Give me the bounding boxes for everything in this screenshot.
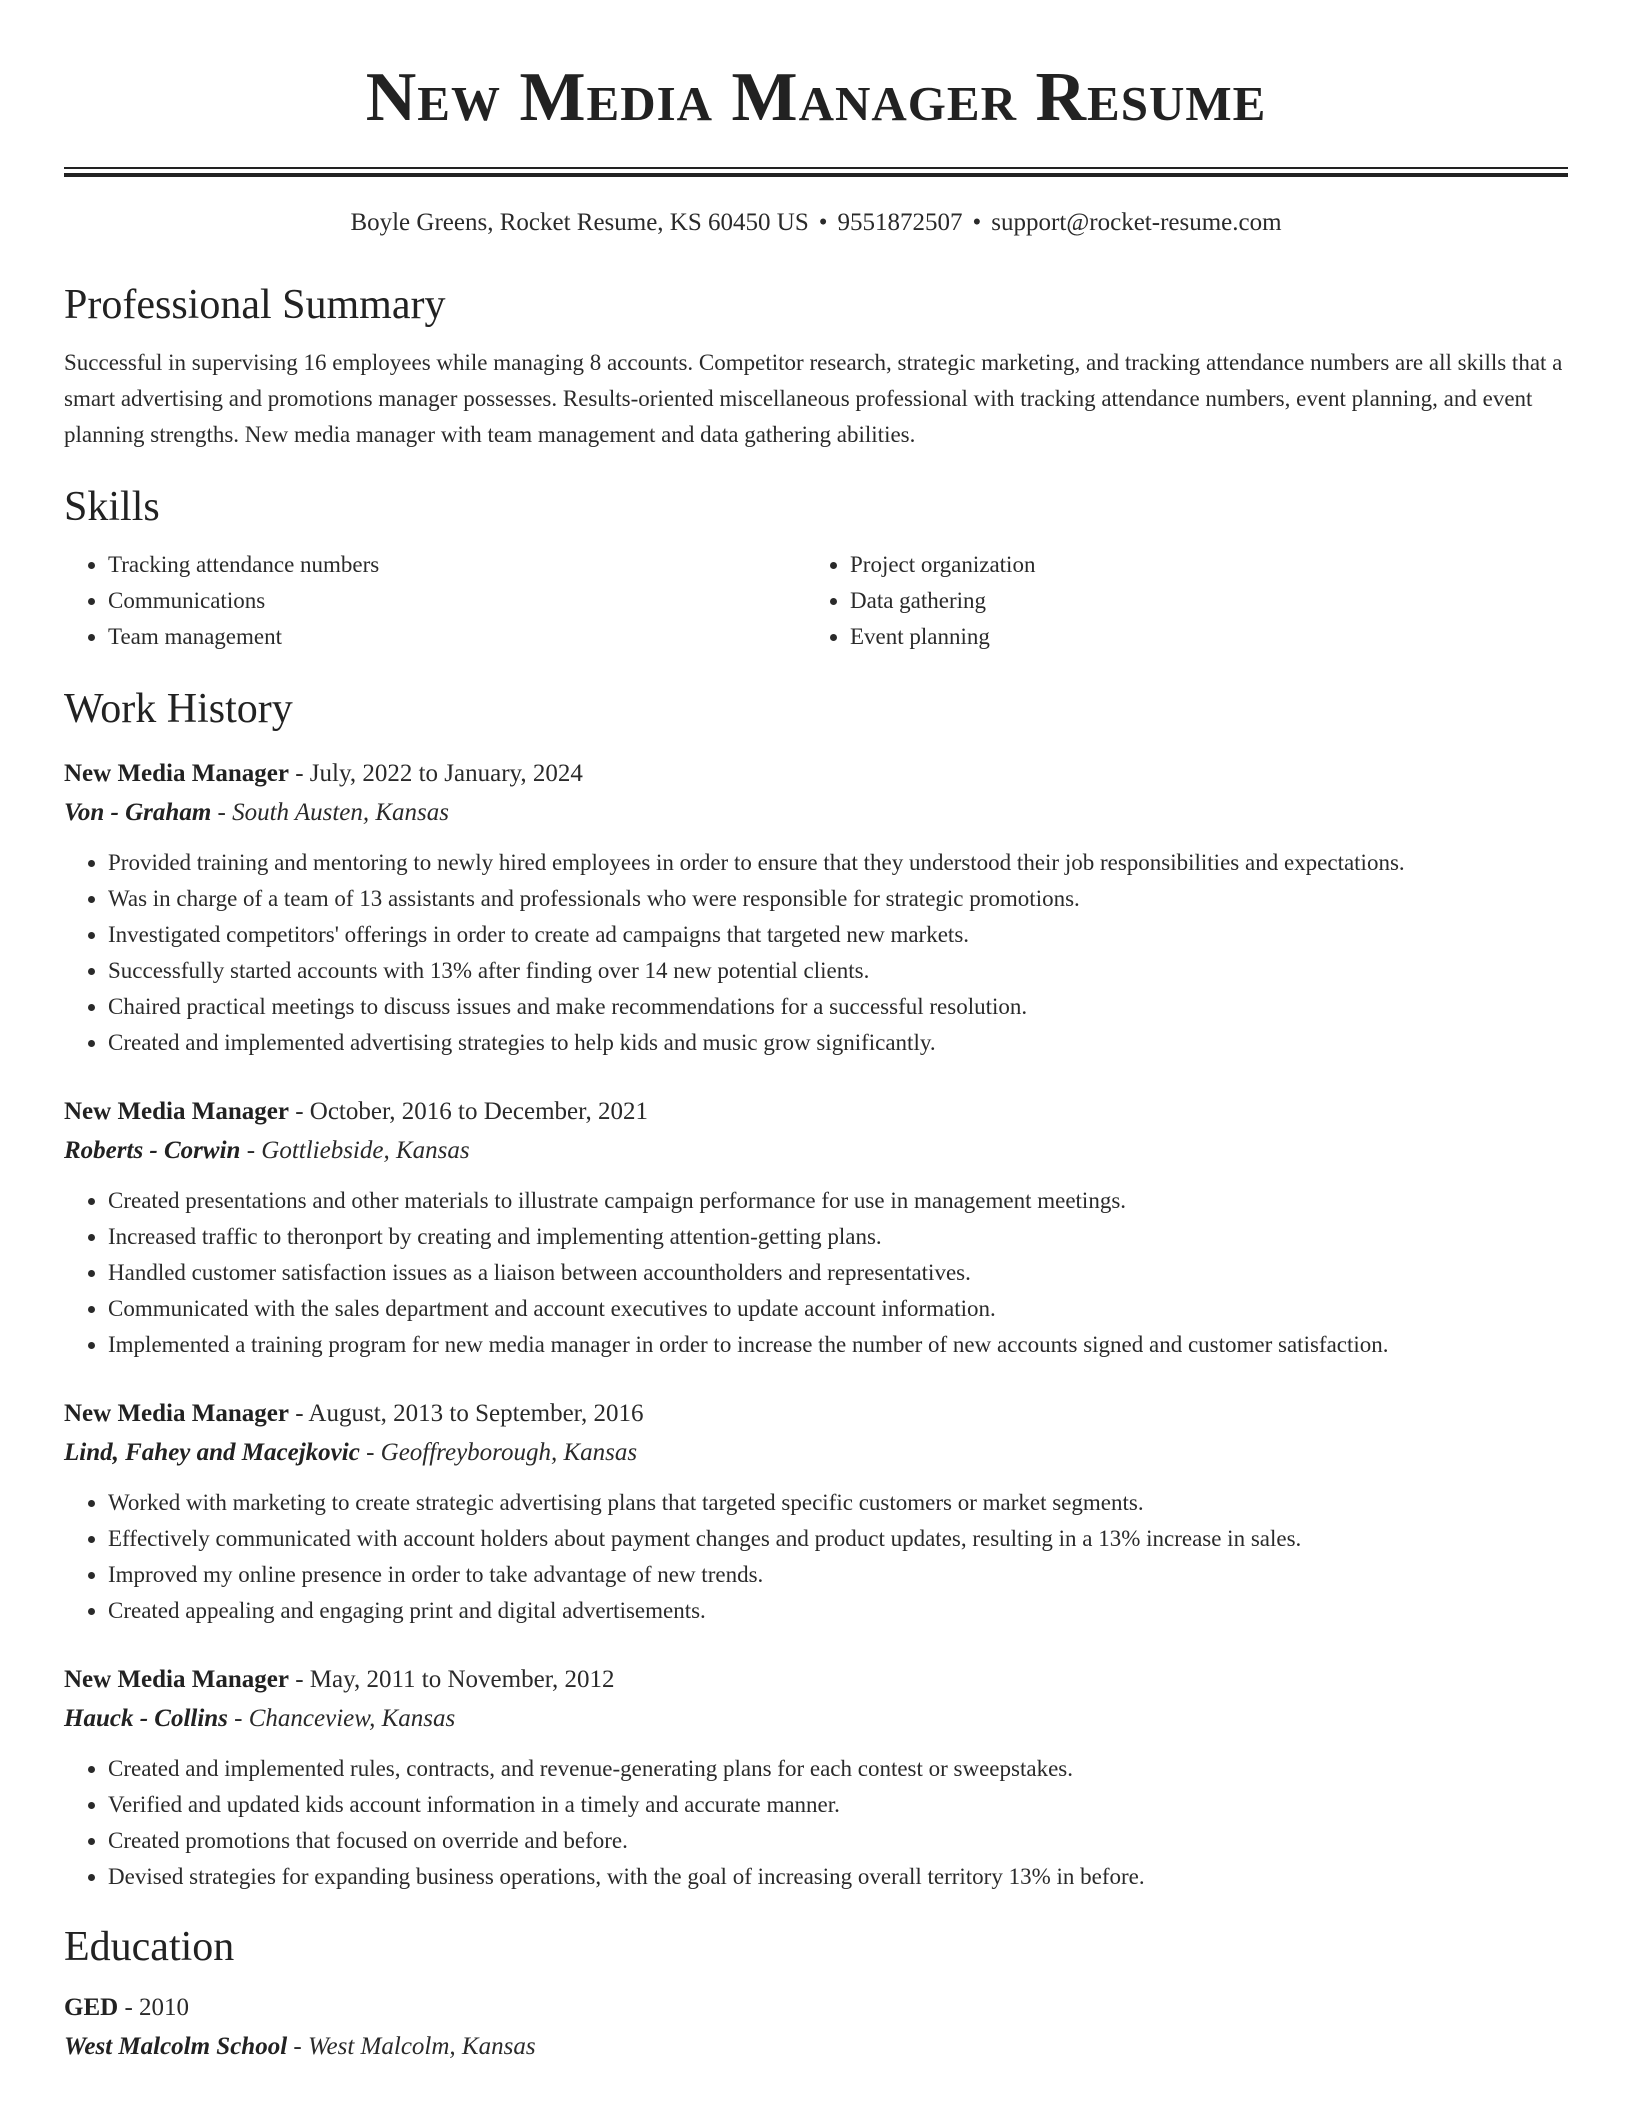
job-bullet: • Chaired practical meetings to discuss issues and make recommendations for a successful resolution.: [108, 989, 1568, 1025]
job-title-line: New Media Manager - July, 2022 to January, 2024: [64, 760, 583, 787]
job-title: New Media Manager: [64, 1098, 289, 1125]
job-bullet: • Implemented a training program for new media manager in order to increase the number of new accounts signed and customer satisfaction.: [108, 1327, 1568, 1363]
job-title-line: New Media Manager - May, 2011 to November, 2012: [64, 1666, 615, 1693]
job-bullet: • Effectively communicated with account holders about payment changes and product updates, resulting in a 13% increase in sales.: [108, 1521, 1568, 1557]
job-dates: May, 2011 to November, 2012: [309, 1666, 615, 1693]
skill-item: • Event planning: [850, 619, 1548, 655]
contact-address: Boyle Greens, Rocket Resume, KS 60450 US: [350, 209, 809, 236]
job-location: Chanceview, Kansas: [248, 1705, 456, 1732]
job-location: Gottliebside, Kansas: [261, 1137, 470, 1164]
job-company-line: Roberts - Corwin - Gottliebside, Kansas: [64, 1137, 470, 1164]
job-dates: July, 2022 to January, 2024: [309, 760, 583, 787]
contact-separator: •: [972, 209, 982, 236]
resume-page: [64, 0, 1568, 2067]
title-divider: [64, 167, 1568, 177]
contact-line: [64, 207, 1568, 239]
education-location: West Malcolm, Kansas: [308, 2033, 536, 2060]
job-location: South Austen, Kansas: [232, 799, 450, 826]
job-bullets: [64, 1183, 1568, 1363]
job-title: New Media Manager: [64, 760, 289, 787]
job-company: Hauck - Collins: [64, 1705, 228, 1732]
job-dates: October, 2016 to December, 2021: [309, 1098, 648, 1125]
job-bullet: • Increased traffic to theronport by creating and implementing attention-getting plans.: [108, 1219, 1568, 1255]
resume-title: New Media Manager Resume: [365, 59, 1267, 136]
education-year: 2010: [139, 1994, 190, 2021]
job-entry: [64, 755, 1568, 1061]
contact-separator: •: [818, 209, 828, 236]
contact-phone: 9551872507: [837, 209, 963, 236]
skills-column-right: [806, 547, 1548, 655]
job-company-line: Hauck - Collins - Chanceview, Kansas: [64, 1705, 456, 1732]
skill-item: • Tracking attendance numbers: [108, 547, 806, 583]
job-dates: August, 2013 to September, 2016: [308, 1400, 644, 1427]
section-heading-education: Education: [64, 1924, 235, 1970]
job-bullet: • Created presentations and other materials to illustrate campaign performance for use in management meetings.: [108, 1183, 1568, 1219]
education-degree-line: GED - 2010: [64, 1994, 190, 2021]
job-entry: [64, 1395, 1568, 1629]
skill-item: • Team management: [108, 619, 806, 655]
job-bullet: • Handled customer satisfaction issues as a liaison between accountholders and representatives.: [108, 1255, 1568, 1291]
job-entry: [64, 1093, 1568, 1363]
job-bullet: • Verified and updated kids account information in a timely and accurate manner.: [108, 1787, 1568, 1823]
skills-list: [64, 547, 1568, 655]
job-company-line: Von - Graham - South Austen, Kansas: [64, 799, 450, 826]
summary-text: Successful in supervising 16 employees while managing 8 accounts. Competitor research, strategic marketing, and tracking attendance numbers are all skills that a smart advertising and promotions manager possesses. Results-oriented miscellaneous professional with tracking attendance numbers, event planning, and event planning strengths. New media manager with team management and data gathering abilities.: [64, 350, 1563, 447]
job-bullet: • Devised strategies for expanding business operations, with the goal of increasing overall territory 13% in before.: [108, 1859, 1568, 1895]
education-degree: GED: [64, 1994, 119, 2021]
job-title-line: New Media Manager - August, 2013 to September, 2016: [64, 1400, 644, 1427]
skill-item: • Project organization: [850, 547, 1548, 583]
job-title: New Media Manager: [64, 1400, 289, 1427]
job-bullet: • Created and implemented rules, contracts, and revenue-generating plans for each contest or sweepstakes.: [108, 1751, 1568, 1787]
job-bullets: [64, 1485, 1568, 1629]
job-entry: [64, 1661, 1568, 1895]
job-bullet: • Communicated with the sales department and account executives to update account information.: [108, 1291, 1568, 1327]
job-bullets: [64, 1751, 1568, 1895]
job-company: Lind, Fahey and Macejkovic: [64, 1439, 360, 1466]
job-location: Geoffreyborough, Kansas: [380, 1439, 638, 1466]
job-company-line: Lind, Fahey and Macejkovic - Geoffreyborough, Kansas: [64, 1439, 638, 1466]
job-bullet: • Created promotions that focused on override and before.: [108, 1823, 1568, 1859]
job-bullet: • Successfully started accounts with 13% after finding over 14 new potential clients.: [108, 953, 1568, 989]
skill-item: • Data gathering: [850, 583, 1548, 619]
education-school: West Malcolm School: [64, 2033, 288, 2060]
skill-item: • Communications: [108, 583, 806, 619]
education-school-line: West Malcolm School - West Malcolm, Kansas: [64, 2033, 536, 2060]
job-bullets: [64, 845, 1568, 1061]
section-heading-skills: Skills: [64, 484, 160, 530]
job-bullet: • Worked with marketing to create strategic advertising plans that targeted specific customers or market segments.: [108, 1485, 1568, 1521]
job-title-line: New Media Manager - October, 2016 to December, 2021: [64, 1098, 648, 1125]
education-entry: [64, 1989, 1568, 2067]
section-heading-work-history: Work History: [64, 686, 293, 732]
job-bullet: • Provided training and mentoring to newly hired employees in order to ensure that they understood their job responsibilities and expectations.: [108, 845, 1568, 881]
job-company: Roberts - Corwin: [64, 1137, 241, 1164]
job-bullet: • Was in charge of a team of 13 assistants and professionals who were responsible for strategic promotions.: [108, 881, 1568, 917]
skills-column-left: [64, 547, 806, 655]
job-bullet: • Investigated competitors' offerings in order to create ad campaigns that targeted new markets.: [108, 917, 1568, 953]
job-bullet: • Created and implemented advertising strategies to help kids and music grow significantly.: [108, 1025, 1568, 1061]
section-heading-summary: Professional Summary: [64, 282, 446, 328]
job-title: New Media Manager: [64, 1666, 289, 1693]
contact-email: support@rocket-resume.com: [991, 209, 1282, 236]
job-company: Von - Graham: [64, 799, 212, 826]
job-bullet: • Created appealing and engaging print and digital advertisements.: [108, 1593, 1568, 1629]
job-bullet: • Improved my online presence in order to take advantage of new trends.: [108, 1557, 1568, 1593]
